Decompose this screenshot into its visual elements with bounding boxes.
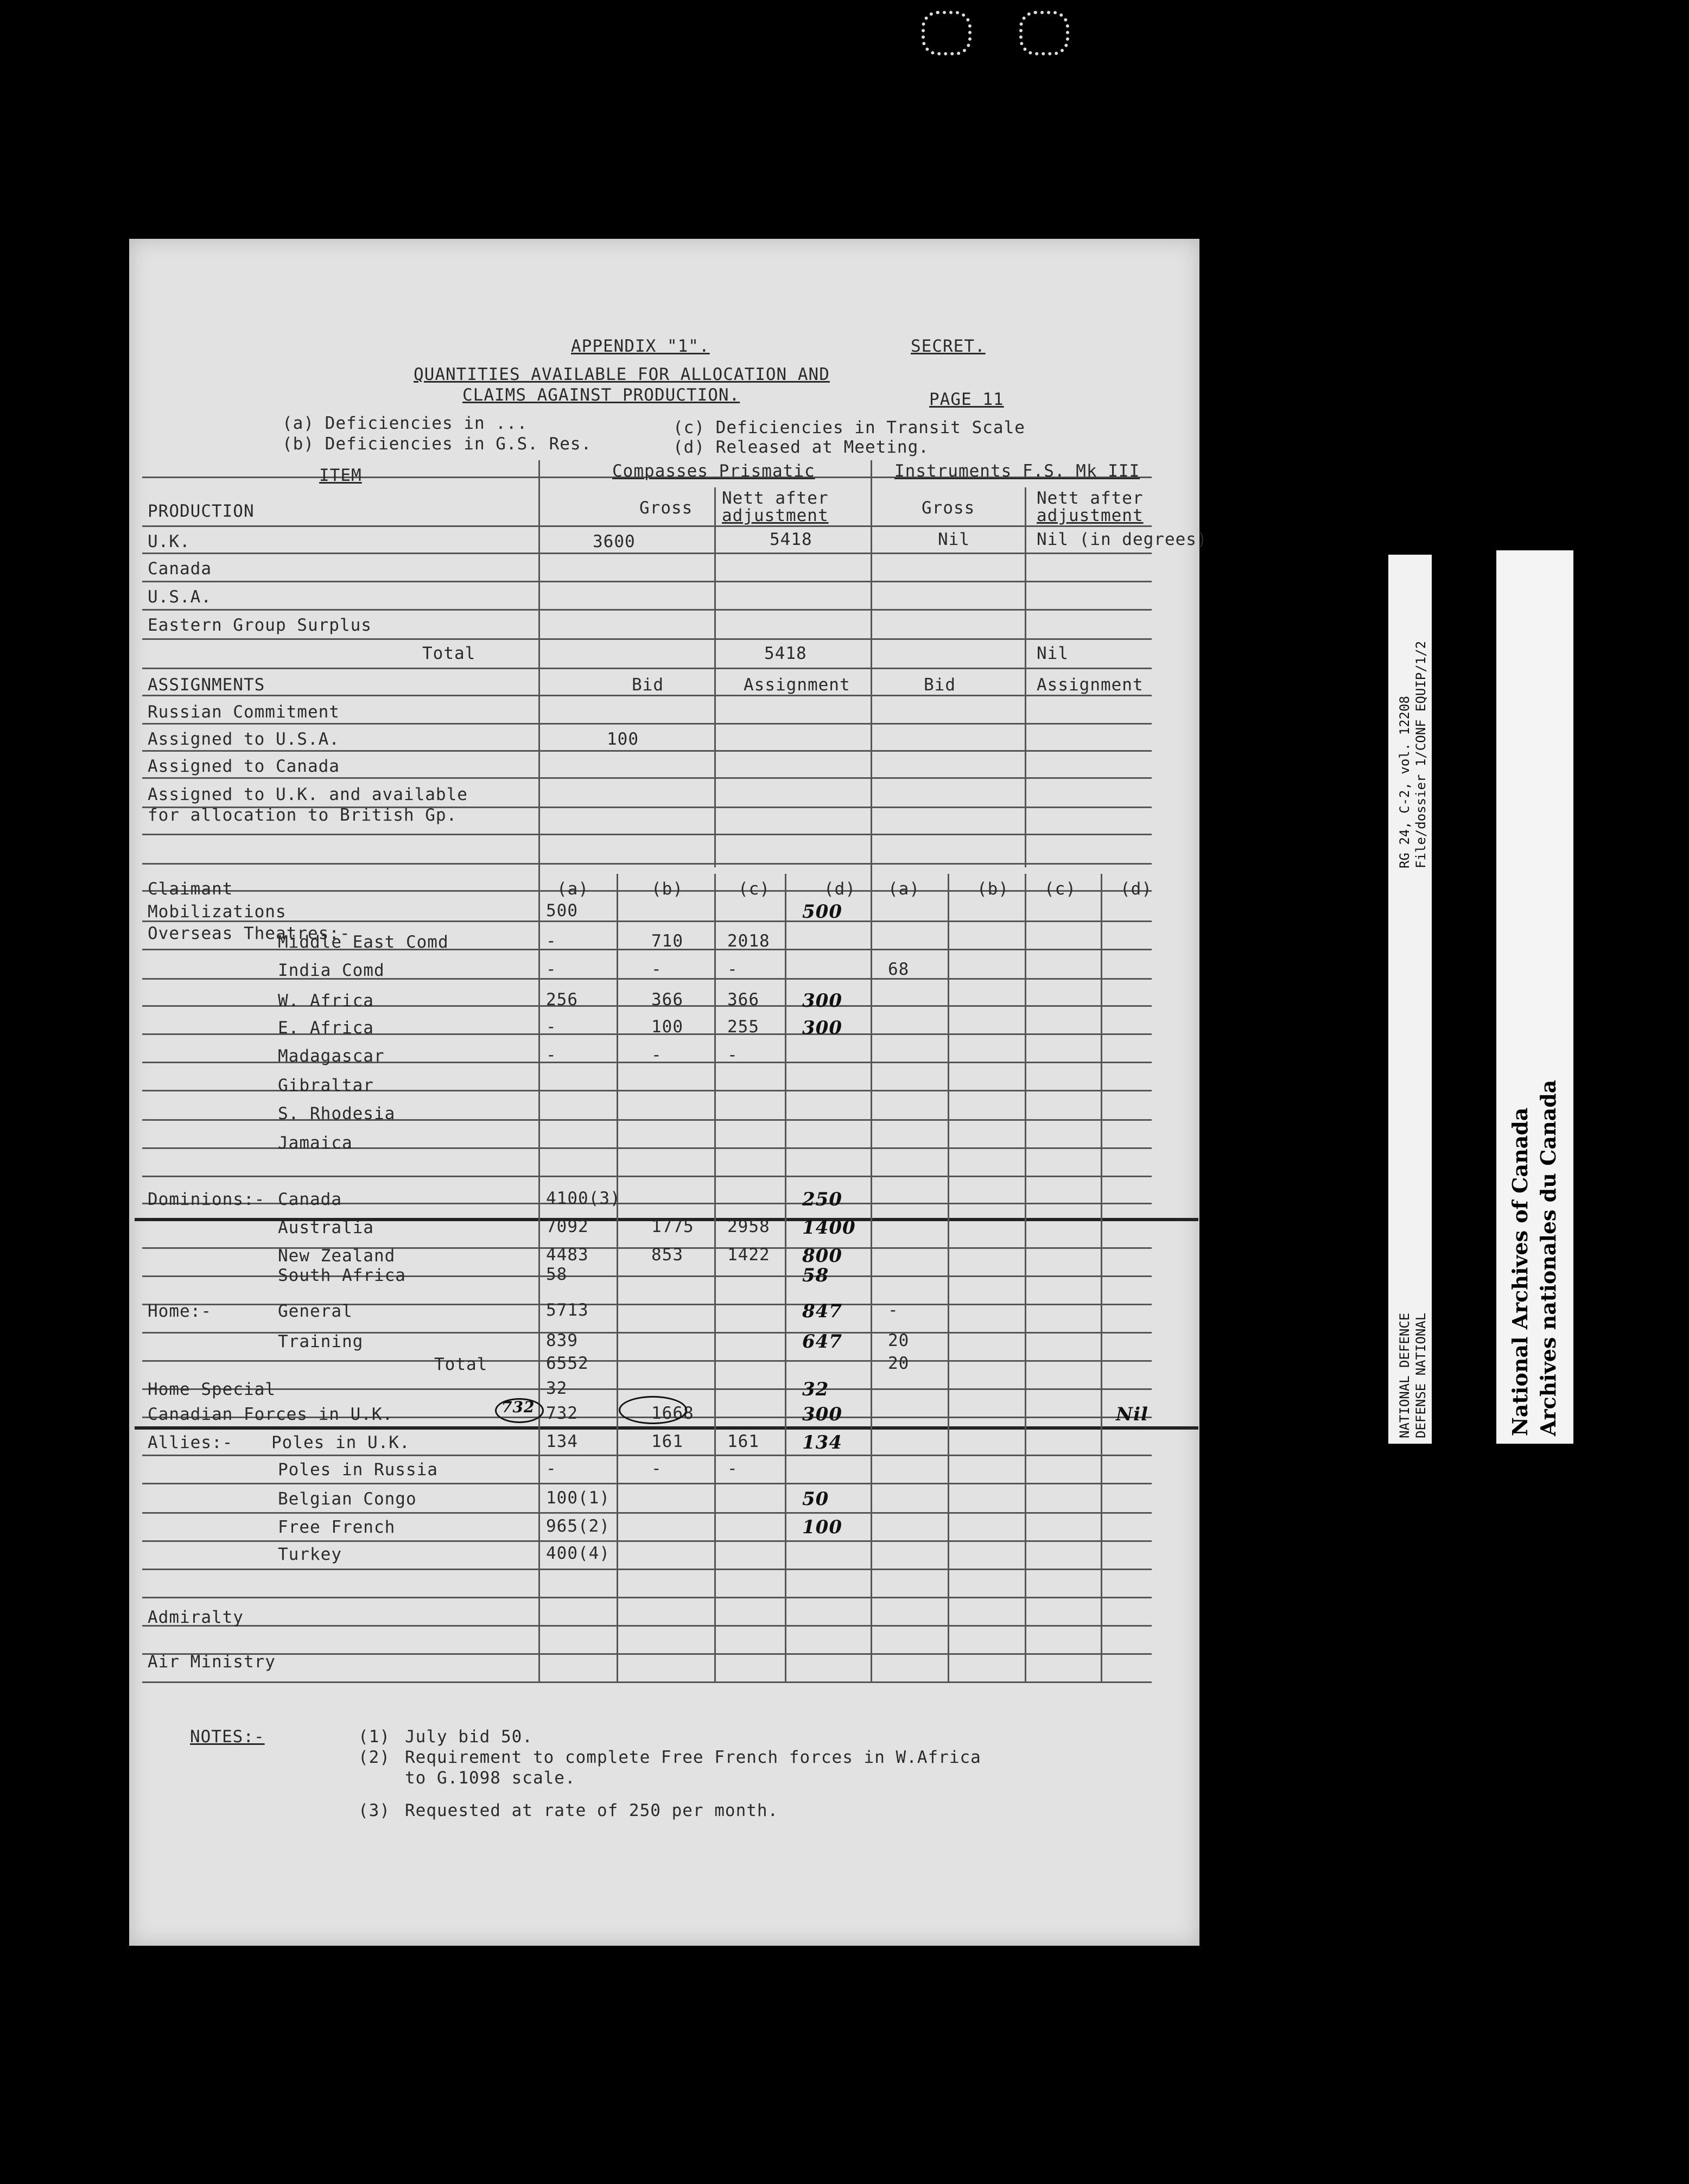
claimant-row-label: Turkey <box>278 1545 342 1564</box>
claimant-row-label: General <box>278 1301 353 1321</box>
claimant-cell-a: 58 <box>546 1265 568 1284</box>
claimant-cell-d: 847 <box>802 1300 842 1322</box>
claimant-row-label: India Comd <box>278 961 385 980</box>
note-2-num: (2) <box>358 1748 390 1767</box>
compass-col-d: (d) <box>824 879 856 899</box>
claimant-cell-a: - <box>546 1017 557 1037</box>
claimant-cell-b: 366 <box>651 990 683 1010</box>
assignments-label: ASSIGNMENTS <box>148 675 265 695</box>
archive-ref-2: File/dossier 1/CONF EQUIP/1/2 <box>1413 640 1428 868</box>
claimant-cell-ia: 20 <box>888 1354 910 1373</box>
compass-col-b: (b) <box>651 879 683 899</box>
inst-col-d: (d) <box>1120 879 1152 899</box>
notes-label: NOTES:- <box>190 1727 265 1747</box>
title-line-1: QUANTITIES AVAILABLE FOR ALLOCATION AND <box>414 365 830 384</box>
row-assigned-canada: Assigned to Canada <box>148 757 340 776</box>
sub-nett-compass-2: adjustment <box>722 506 829 525</box>
inst-col-c: (c) <box>1044 879 1076 899</box>
claimant-cell-d: 100 <box>802 1516 842 1538</box>
claimant-row-label: S. Rhodesia <box>278 1104 396 1123</box>
claimant-cell-a: 134 <box>546 1432 578 1451</box>
group-dominions: Dominions:- <box>148 1190 265 1209</box>
group-allies: Allies:- <box>148 1433 233 1452</box>
sub-nett-inst-1: Nett after <box>1037 488 1144 508</box>
claimant-cell-d: 300 <box>802 990 842 1012</box>
claimant-cell-a: 4100(3) <box>546 1189 621 1208</box>
legend-a: (a) Deficiencies in ... <box>282 414 528 433</box>
claimant-row-label: Training <box>278 1332 364 1351</box>
claimant-cell-a: 100(1) <box>546 1488 610 1508</box>
claimant-cell-ia: 68 <box>888 960 910 979</box>
claimant-cell-a: 500 <box>546 901 578 920</box>
note-2a: Requirement to complete Free French forces in W.Africa <box>405 1748 981 1767</box>
claimant-cell-a: - <box>546 1045 557 1065</box>
assignment-inst: Assignment <box>1037 675 1144 695</box>
note-2b: to G.1098 scale. <box>405 1768 576 1788</box>
appendix-heading: APPENDIX "1". <box>571 337 710 356</box>
claimant-cell-d: 500 <box>802 901 842 923</box>
row-canada: Canada <box>148 559 212 579</box>
total-nett: 5418 <box>764 644 807 663</box>
claimant-cell-b: 1668 <box>651 1404 694 1423</box>
claimant-cell-b: 853 <box>651 1245 683 1265</box>
claimant-row-label: New Zealand <box>278 1246 396 1266</box>
claimant-cell-b: - <box>651 1459 662 1478</box>
production-label: PRODUCTION <box>148 501 255 521</box>
assignment-compass: Assignment <box>744 675 850 695</box>
claimant-cell-c: 366 <box>727 990 759 1010</box>
group-home: Home:- <box>148 1301 212 1321</box>
claimant-cell-ia: - <box>888 1300 899 1320</box>
bid-compass: Bid <box>632 675 664 695</box>
claimant-row-label: South Africa <box>278 1266 406 1285</box>
claimant-row-label: Home Special <box>148 1380 276 1399</box>
compass-col-c: (c) <box>738 879 770 899</box>
row-assigned-uk-1: Assigned to U.K. and available <box>148 785 468 804</box>
uk-gross: 3600 <box>593 532 636 551</box>
sub-nett-inst-2: adjustment <box>1037 506 1144 525</box>
archive-ref-1: RG 24, C-2, vol. 12208 <box>1397 696 1412 868</box>
claimant-cell-b: - <box>651 1045 662 1065</box>
claimant-cell-c: 255 <box>727 1017 759 1037</box>
claimant-cell-ia: 20 <box>888 1331 910 1350</box>
claimant-row-label: Mobilizations <box>148 902 287 922</box>
claimant-row-label: Canadian Forces in U.K. <box>148 1405 393 1424</box>
uk-inst-nett: Nil (in degrees) <box>1037 530 1208 549</box>
claimant-row-label: Belgian Congo <box>278 1489 417 1509</box>
claimant-cell-a: 256 <box>546 990 578 1010</box>
title-line-2: CLAIMS AGAINST PRODUCTION. <box>462 385 740 405</box>
note-1-num: (1) <box>358 1727 390 1747</box>
sub-gross-inst: Gross <box>922 498 975 518</box>
claimant-cell-b: 710 <box>651 931 683 951</box>
claimant-row-label: Total <box>434 1355 488 1374</box>
circled-732: 732 <box>501 1398 535 1416</box>
claimant-cell-d: 32 <box>802 1379 829 1400</box>
row-usa: U.S.A. <box>148 587 212 607</box>
legend-c: (c) Deficiencies in Transit Scale <box>673 418 1025 437</box>
claimant-row-label: Poles in Russia <box>278 1460 438 1480</box>
row-assigned-usa: Assigned to U.S.A. <box>148 729 340 749</box>
claimant-cell-d: 800 <box>802 1245 842 1267</box>
national-defence-en: NATIONAL DEFENCE <box>1397 1312 1412 1438</box>
claimant-row-label: Gibraltar <box>278 1076 374 1095</box>
claimant-cell-d: 647 <box>802 1331 842 1353</box>
claimant-cell-c: - <box>727 1045 738 1065</box>
claimant-cell-a: 6552 <box>546 1354 589 1373</box>
claimant-row-label: Canada <box>278 1190 342 1209</box>
col-instruments: Instruments F.S. Mk III <box>894 461 1140 481</box>
claimant-cell-a: - <box>546 960 557 979</box>
row-russian: Russian Commitment <box>148 702 340 722</box>
claimant-row-label: Madagascar <box>278 1046 385 1066</box>
national-defence-fr: DEFENSE NATIONAL <box>1413 1312 1428 1438</box>
row-air-ministry: Air Ministry <box>148 1652 276 1672</box>
nac-fr: Archives nationales du Canada <box>1536 1080 1560 1436</box>
claimant-cell-id: Nil <box>1116 1404 1148 1425</box>
claimant-row-label: Jamaica <box>278 1133 353 1153</box>
claimant-cell-a: 32 <box>546 1379 568 1398</box>
compass-col-a: (a) <box>557 879 589 899</box>
claimant-cell-a: - <box>546 931 557 951</box>
row-admiralty: Admiralty <box>148 1608 244 1627</box>
claimant-row-label: W. Africa <box>278 991 374 1011</box>
claimant-cell-b: 161 <box>651 1432 683 1451</box>
claimant-cell-d: 134 <box>802 1432 842 1453</box>
claimant-row-label: Australia <box>278 1218 374 1237</box>
col-item: ITEM <box>319 466 362 485</box>
registration-mark <box>1019 11 1069 55</box>
claimant-cell-d: 1400 <box>802 1217 856 1239</box>
claimant-cell-d: 250 <box>802 1189 842 1210</box>
page-number: PAGE 11 <box>929 390 1004 409</box>
claimant-row-label: Poles in U.K. <box>271 1433 410 1452</box>
claimant-cell-c: - <box>727 960 738 979</box>
claimant-cell-c: - <box>727 1459 738 1478</box>
claimant-label: Claimant <box>148 879 233 899</box>
sub-gross-compass: Gross <box>639 498 693 518</box>
claimant-cell-c: 2958 <box>727 1217 770 1236</box>
claimant-cell-d: 50 <box>802 1488 829 1510</box>
claimant-cell-a: 732 <box>546 1404 578 1423</box>
claimant-cell-a: 5713 <box>546 1300 589 1320</box>
registration-mark <box>922 11 972 55</box>
claimant-cell-c: 1422 <box>727 1245 770 1265</box>
col-compasses: Compasses Prismatic <box>612 461 815 481</box>
row-eastern: Eastern Group Surplus <box>148 615 372 635</box>
claimant-cell-a: 4483 <box>546 1245 589 1265</box>
claimant-cell-c: 161 <box>727 1432 759 1451</box>
claimant-cell-a: 400(4) <box>546 1544 610 1563</box>
claimant-cell-a: 965(2) <box>546 1516 610 1536</box>
legend-b: (b) Deficiencies in G.S. Res. <box>282 434 592 454</box>
claimant-cell-b: - <box>651 960 662 979</box>
claimant-cell-d: 58 <box>802 1265 829 1286</box>
claimant-cell-a: - <box>546 1459 557 1478</box>
uk-inst-gross: Nil <box>938 530 970 549</box>
inst-col-b: (b) <box>977 879 1009 899</box>
claimant-row-label: Free French <box>278 1518 396 1537</box>
row-uk: U.K. <box>148 532 191 551</box>
claimant-row-label: E. Africa <box>278 1018 374 1038</box>
claimant-cell-d: 300 <box>802 1404 842 1425</box>
uk-nett: 5418 <box>770 530 812 549</box>
inst-col-a: (a) <box>888 879 920 899</box>
row-total: Total <box>422 644 476 663</box>
legend-d: (d) Released at Meeting. <box>673 437 929 457</box>
group-overseas: Overseas Theatres:- <box>148 924 351 943</box>
assigned-usa-value: 100 <box>607 729 639 749</box>
row-assigned-uk-2: for allocation to British Gp. <box>148 805 458 825</box>
claimant-cell-b: 100 <box>651 1017 683 1037</box>
claimant-cell-b: 1775 <box>651 1217 694 1236</box>
claimant-cell-a: 839 <box>546 1331 578 1350</box>
claimant-cell-d: 300 <box>802 1017 842 1039</box>
note-1: July bid 50. <box>405 1727 533 1747</box>
nac-en: National Archives of Canada <box>1508 1107 1532 1436</box>
secret-marking: SECRET. <box>911 337 986 356</box>
total-inst: Nil <box>1037 644 1069 663</box>
note-3-num: (3) <box>358 1801 390 1820</box>
note-3: Requested at rate of 250 per month. <box>405 1801 779 1820</box>
claimant-row-label: Middle East Comd <box>278 932 449 952</box>
claimant-cell-a: 7092 <box>546 1217 589 1236</box>
claimant-cell-c: 2018 <box>727 931 770 951</box>
circled-annotation <box>619 1396 687 1424</box>
bid-inst: Bid <box>924 675 956 695</box>
sub-nett-compass-1: Nett after <box>722 488 829 508</box>
